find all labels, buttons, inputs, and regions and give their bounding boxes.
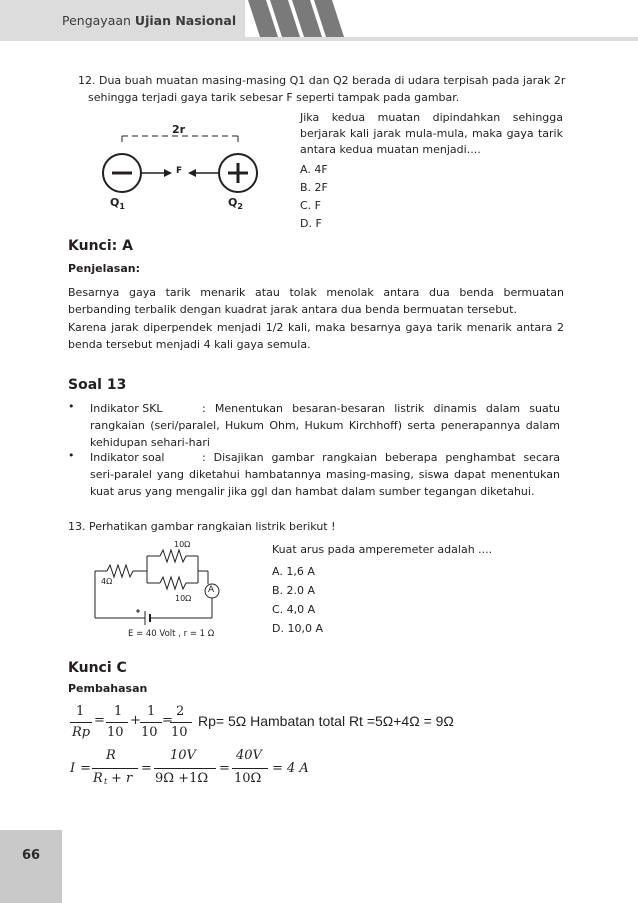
header-stripes — [248, 0, 368, 40]
r-top-label: 10Ω — [174, 540, 191, 549]
r-bottom-label: 10Ω — [175, 594, 192, 603]
bullet-dot: • — [68, 449, 75, 462]
r-series-label: 4Ω — [101, 577, 113, 586]
q13-option-d: D. 10,0 A — [272, 622, 323, 635]
q13-option-a: A. 1,6 A — [272, 565, 315, 578]
q12-option-c: C. F — [300, 199, 322, 212]
indikator-soal-text: : Disajikan gambar rangkaian beberapa penghambat secara seri-paralel yang diketahui hambatannya masing-masing, siswa dapat menentukan kuat arus yang mengalir jika ggl dan hambat dalam sumber tegangan diketahui. — [90, 451, 560, 498]
q13-side-text: Kuat arus pada amperemeter adalah .... — [272, 543, 493, 556]
coulomb-figure — [100, 118, 290, 218]
resistor-4-ohm — [107, 565, 133, 577]
force-label: F — [176, 166, 183, 176]
indikator-soal-label: Indikator soal — [90, 451, 165, 464]
ammeter-label: A — [208, 585, 215, 595]
pembahasan-label: Pembahasan — [68, 682, 148, 695]
q13-option-b: B. 2.0 A — [272, 584, 316, 597]
penjelasan-label: Penjelasan: — [68, 262, 140, 275]
kunci-a: Kunci: A — [68, 238, 133, 254]
page-number: 66 — [21, 848, 41, 863]
indikator-skl-text: : Menentukan besaran-besaran listrik dinamis dalam suatu rangkaian (seri/paralel, Hukum Ohm, Hukum Kirchhoff) serta penerapannya dalam kehidupan sehari-hari — [90, 402, 560, 449]
q12-stem-line1: 12. Dua buah muatan masing-masing Q1 dan Q2 berada di udara terpisah pada jarak 2r — [78, 74, 566, 87]
page-header — [0, 0, 638, 44]
q12-option-b: B. 2F — [300, 181, 328, 194]
kunci-c: Kunci C — [68, 660, 127, 676]
source-label: E = 40 Volt , r = 1 Ω — [128, 629, 215, 639]
resistor-bottom-10-ohm — [160, 577, 186, 589]
q12-option-a: A. 4F — [300, 163, 328, 176]
bullet-dot: • — [68, 400, 75, 413]
soal13-title: Soal 13 — [68, 377, 127, 393]
header-title: Pengayaan Ujian Nasional — [62, 13, 237, 28]
distance-label: 2r — [172, 123, 186, 136]
q1-label: $Q_1$ — [110, 196, 125, 212]
indikator-skl-label: Indikator SKL — [90, 402, 163, 415]
q13-question: 13. Perhatikan gambar rangkaian listrik berikut ! — [68, 520, 336, 533]
q12-side-text: Jika kedua muatan dipindahkan sehingga berjarak kali jarak mula-mula, maka gaya tarik antara kedua muatan menjadi.... — [300, 111, 563, 156]
q13-option-c: C. 4,0 A — [272, 603, 316, 616]
resistor-top-10-ohm — [160, 550, 186, 562]
penjelasan-p1: Besarnya gaya tarik menarik atau tolak menolak antara dua benda bermuatan berbanding terbalik dengan kuadrat jarak antara dua benda bermuatan tersebut. — [68, 286, 564, 316]
q12-option-d: D. F — [300, 217, 322, 230]
penjelasan-p2: Karena jarak diperpendek menjadi 1/2 kali, maka besarnya gaya tarik menarik antara 2 benda tersebut menjadi 4 kali gaya semula. — [68, 321, 564, 351]
q12-stem-line2: sehingga terjadi gaya tarik sebesar F seperti tampak pada gambar. — [88, 91, 460, 104]
q2-label: $Q_2$ — [228, 196, 243, 212]
footer-sidebar — [0, 830, 62, 903]
